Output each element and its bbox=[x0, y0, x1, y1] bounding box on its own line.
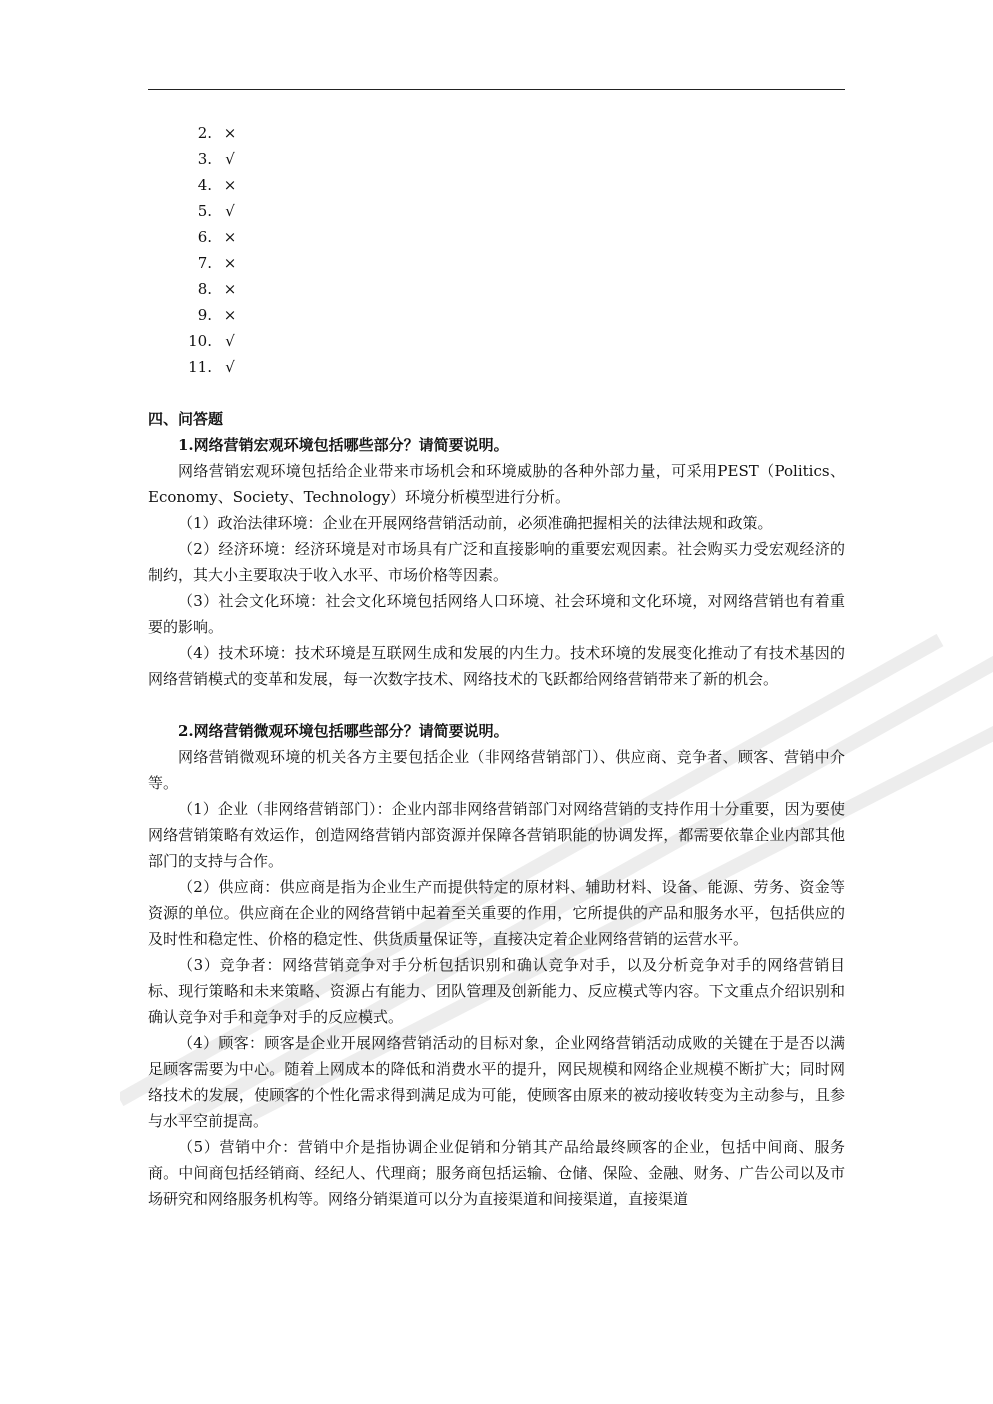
true-false-answer-list bbox=[148, 120, 448, 380]
paragraph: （1）政治法律环境：企业在开展网络营销活动前，必须准确把握相关的法律法规和政策。 bbox=[178, 514, 773, 532]
paragraph: （5）营销中介：营销中介是指协调企业促销和分销其产品给最终顾客的企业，包括中间商、服务商。中间商包括经销商、经纪人、代理商；服务商包括运输、仓储、保险、金融、财务、广告公司以及市场研究和网络服务机构等。网络分销渠道可以分为直接渠道和间接渠道，直接渠道 bbox=[148, 1138, 845, 1208]
list-item bbox=[148, 302, 448, 328]
list-item bbox=[148, 172, 448, 198]
item-number: 8. bbox=[197, 280, 212, 298]
item-number: 5. bbox=[197, 202, 212, 220]
answer-mark: × bbox=[223, 306, 237, 324]
paragraph: （4）技术环境：技术环境是互联网生成和发展的内生力。技术环境的发展变化推动了有技术基因的网络营销模式的变革和发展，每一次数字技术、网络技术的飞跃都给网络营销带来了新的机会。 bbox=[148, 644, 845, 688]
item-number: 10. bbox=[188, 332, 212, 350]
answer-mark: × bbox=[223, 228, 237, 246]
item-number: 2. bbox=[197, 124, 212, 142]
answer-mark: √ bbox=[225, 202, 235, 220]
question-2-title: 2.网络营销微观环境包括哪些部分？请简要说明。 bbox=[178, 722, 509, 740]
list-item bbox=[148, 250, 448, 276]
list-item bbox=[148, 198, 448, 224]
spacer bbox=[148, 692, 845, 718]
item-number: 3. bbox=[197, 150, 212, 168]
answer-mark: × bbox=[223, 124, 237, 142]
answer-mark: √ bbox=[225, 332, 235, 350]
list-item bbox=[148, 120, 448, 146]
item-number: 11. bbox=[188, 358, 212, 376]
paragraph: （2）供应商：供应商是指为企业生产而提供特定的原材料、辅助材料、设备、能源、劳务、资金等资源的单位。供应商在企业的网络营销中起着至关重要的作用，它所提供的产品和服务水平，包括供应的及时性和稳定性、价格的稳定性、供货质量保证等，直接决定着企业网络营销的运营水平。 bbox=[148, 878, 845, 948]
item-number: 4. bbox=[197, 176, 212, 194]
answer-mark: × bbox=[223, 176, 237, 194]
paragraph: （3）竞争者：网络营销竞争对手分析包括识别和确认竞争对手，以及分析竞争对手的网络营销目标、现行策略和未来策略、资源占有能力、团队管理及创新能力、反应模式等内容。下文重点介绍识别和确认竞争对手和竞争对手的反应模式。 bbox=[148, 956, 845, 1026]
list-item bbox=[148, 328, 448, 354]
header-rule bbox=[148, 89, 845, 90]
main-content bbox=[148, 406, 845, 1212]
item-number: 7. bbox=[197, 254, 212, 272]
paragraph: （4）顾客：顾客是企业开展网络营销活动的目标对象，企业网络营销活动成败的关键在于是否以满足顾客需要为中心。随着上网成本的降低和消费水平的提升，网民规模和网络企业规模不断扩大；同时网络技术的发展，使顾客的个性化需求得到满足成为可能，使顾客由原来的被动接收转变为主动参与，且参与水平空前提高。 bbox=[148, 1034, 845, 1130]
paragraph: （2）经济环境：经济环境是对市场具有广泛和直接影响的重要宏观因素。社会购买力受宏观经济的制约，其大小主要取决于收入水平、市场价格等因素。 bbox=[148, 540, 845, 584]
list-item bbox=[148, 224, 448, 250]
paragraph: 网络营销微观环境的机关各方主要包括企业（非网络营销部门）、供应商、竞争者、顾客、营销中介等。 bbox=[148, 748, 845, 792]
paragraph: （1）企业（非网络营销部门）：企业内部非网络营销部门对网络营销的支持作用十分重要，因为要使网络营销策略有效运作，创造网络营销内部资源并保障各营销职能的协调发挥，都需要依靠企业内部其他部门的支持与合作。 bbox=[148, 800, 845, 870]
paragraph: （3）社会文化环境：社会文化环境包括网络人口环境、社会环境和文化环境，对网络营销也有着重要的影响。 bbox=[148, 592, 845, 636]
section-title: 四、问答题 bbox=[148, 410, 224, 428]
answer-mark: × bbox=[223, 254, 237, 272]
answer-mark: √ bbox=[225, 358, 235, 376]
answer-mark: √ bbox=[225, 150, 235, 168]
list-item bbox=[148, 276, 448, 302]
question-1-title: 1.网络营销宏观环境包括哪些部分？请简要说明。 bbox=[178, 436, 509, 454]
list-item bbox=[148, 146, 448, 172]
item-number: 6. bbox=[197, 228, 212, 246]
paragraph: 网络营销宏观环境包括给企业带来市场机会和环境威胁的各种外部力量，可采用PEST（Politics、Economy、Society、Technology）环境分析模型进行分析。 bbox=[148, 462, 845, 506]
answer-mark: × bbox=[223, 280, 237, 298]
list-item bbox=[148, 354, 448, 380]
item-number: 9. bbox=[197, 306, 212, 324]
